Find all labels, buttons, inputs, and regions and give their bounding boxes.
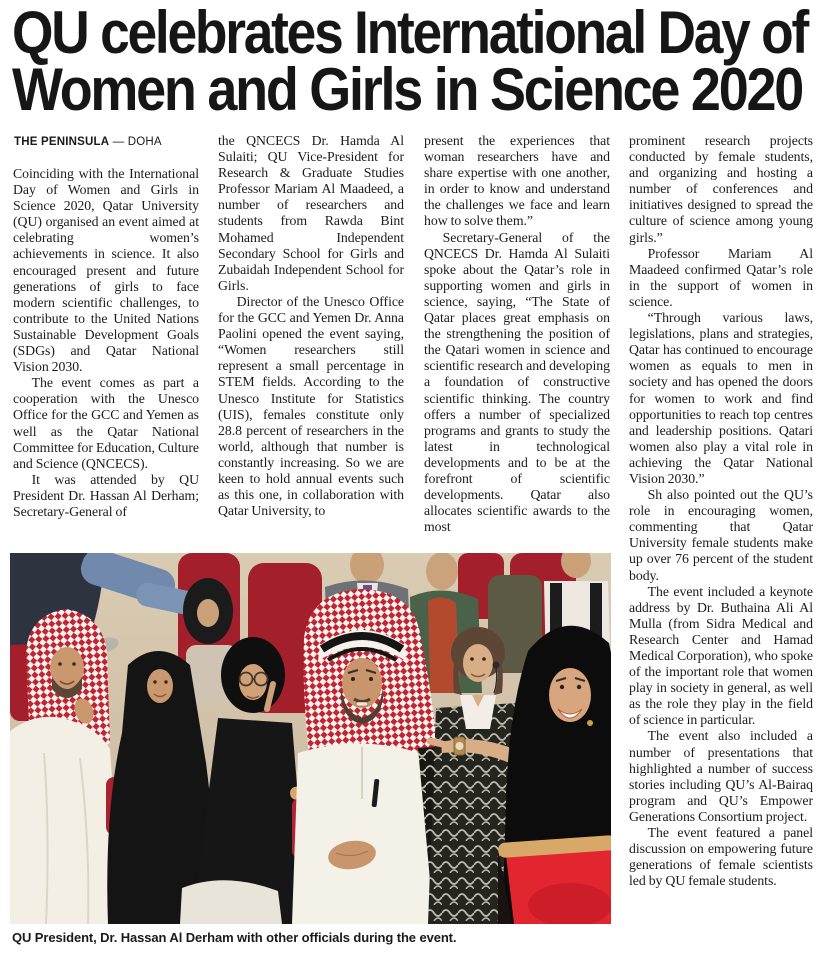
article-column-4 [629,133,813,957]
article-paragraph: The event comes as part a cooperation with the Unesco Office for the GCC and Yemen as well as the Qatar National Committee for Education, Culture and Science (QNCECS). [13,375,199,471]
article-paragraph: Sh also pointed out the QU’s role in encouraging women, commenting that Qatar University female students make up over 76 percent of the student body. [629,487,813,583]
byline-source: THE PENINSULA [14,136,110,148]
article-paragraph: the QNCECS Dr. Hamda Al Sulaiti; QU Vice-President for Research & Graduate Studies Professor Mariam Al Maadeed, a number of researchers and students from Rawda Bint Mohamed Independent Secondary School for Girls and Zubaidah Independent School for Girls. [218,133,404,293]
article-paragraph: The event included a keynote address by Dr. Buthaina Ali Al Mulla (from Sidra Medical and Research Center and Hamad Medical Corporation), who spoke of the important role that women play in society in general, as well as the role they play in the field of science in particular. [629,583,813,728]
event-photo [10,553,611,924]
article-column-1 [13,166,199,550]
article-headline [12,0,817,123]
article-paragraph: Director of the Unesco Office for the GCC and Yemen Dr. Anna Paolini opened the event saying, “Women researchers still represent a small percentage in STEM fields. According to the Unesco Institute for Statistics (UIS), females constitute only 28.8 percent of researchers in the world, although that number is constantly increasing. So we are keen to hold annual events such as this one, in collaboration with Qatar University, to [218,293,404,519]
photo-foreground-seat [498,835,611,924]
article-paragraph: prominent research projects conducted by female students, and organizing and hosting a number of conferences and initiatives designed to spread the culture of science among young girls.” [629,133,813,245]
byline-location: DOHA [127,136,162,148]
person-man-left [10,609,122,924]
photo-caption: QU President, Dr. Hassan Al Derham with other officials during the event. [12,930,457,945]
article-paragraph: The event featured a panel discussion on empowering future generations of female scientists led by QU female students. [629,825,813,889]
event-photo-illustration [10,553,611,924]
article-paragraph: The event also included a number of presentations that highlighted a number of success stories including QU’s Al-Bairaq program and QU’s Empower Generations Consortium project. [629,728,813,824]
article-paragraph: “Through various laws, legislations, plans and strategies, Qatar has continued to encourage women as equals to men in society and has opened the doors for women to work and find opportunities to reach top centres and leadership positions. Qatari women also play a vital role in achieving the Qatar National Vision 2030.” [629,310,813,486]
article-column-3 [424,133,610,549]
headline-line-1: QU celebrates International Day of [12,0,808,66]
article-paragraph: Secretary-General of the QNCECS Dr. Hamda Al Sulaiti spoke about the Qatar’s role in supporting women and girls in science, saying, “The State of Qatar places great emphasis on the strengthening the position of the Qatari women in science and scientific research and developing a foundation of constructive scientific thinking. The country offers a number of specialized programs and grants to study the latest in technological developments and to be at the forefront of scientific developments. Qatar also allocates scientific awards to the most [424,229,610,535]
article-column-2 [218,133,404,549]
article-paragraph: Professor Mariam Al Maadeed confirmed Qatar’s role in the support of women in science. [629,245,813,309]
headline-line-2: Women and Girls in Science 2020 [12,56,802,123]
byline-dash: — [112,136,125,148]
article-paragraph: present the experiences that woman researchers have and share expertise with one another, in order to know and understand the challenges we face and learn how to solve them.” [424,133,610,229]
article-paragraph: It was attended by QU President Dr. Hassan Al Derham; Secretary-General of [13,471,199,519]
article-paragraph: Coinciding with the International Day of Women and Girls in Science 2020, Qatar University (QU) organised an event aimed at celebrating women’s achievements in science. It also encouraged present and future generations of girls to face modern scientific challenges, to contribute to the United Nations Sustainable Development Goals (SDGs) and Qatar National Vision 2030. [13,166,199,375]
byline [14,136,162,148]
